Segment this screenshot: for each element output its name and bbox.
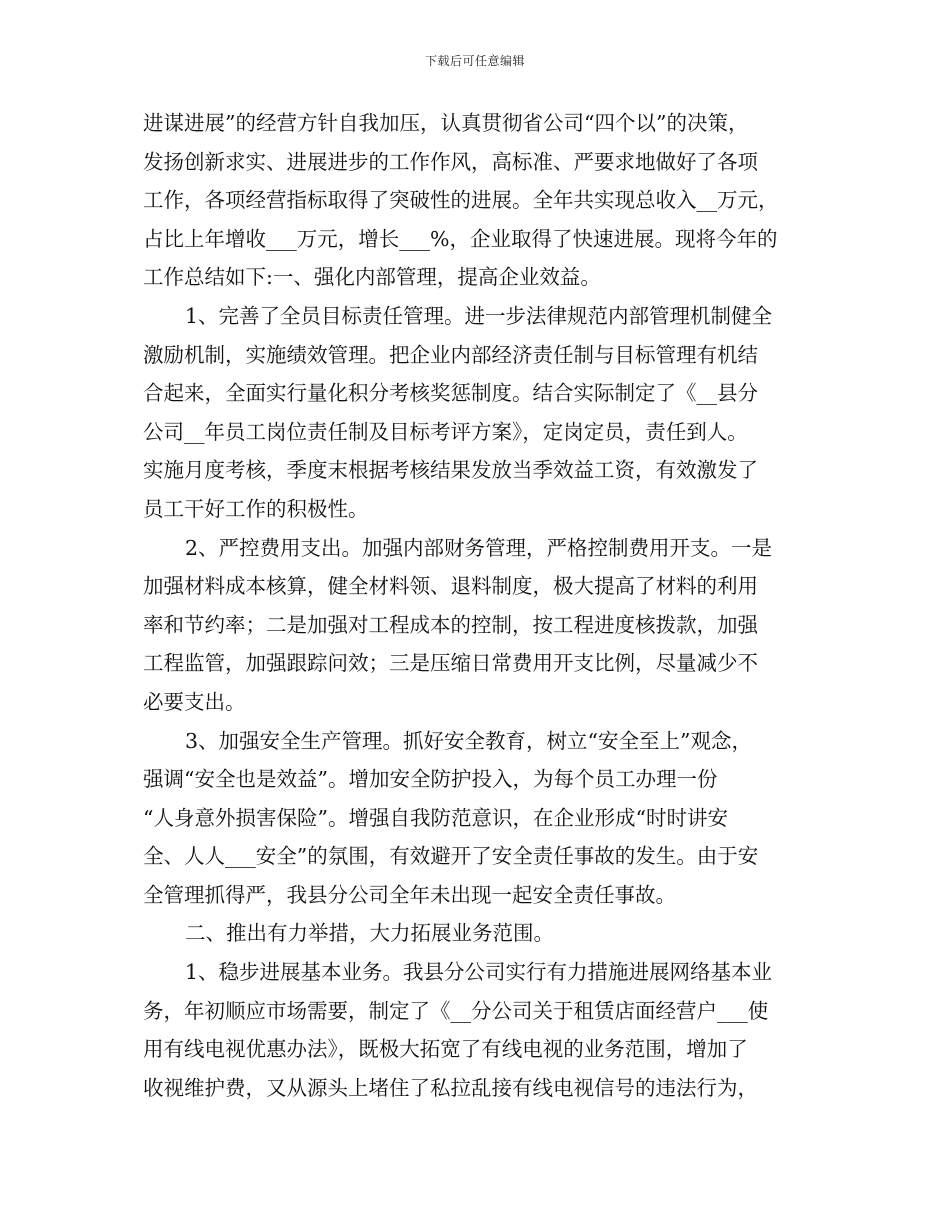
text-line: 工程监管，加强跟踪问效；三是压缩日常费用开支比例，尽量减少不: [143, 651, 758, 676]
text-line: 率和节约率；二是加强对工程成本的控制，按工程进度核拨款，加强: [143, 612, 758, 637]
paragraph-start-line: 1、稳步进展基本业务。我县分公司实行有力措施进展网络基本业: [185, 960, 773, 985]
paragraph-start-line: 3、加强安全生产管理。抓好安全教育，树立“安全至上”观念，: [185, 728, 753, 753]
text-line: 全、人人___安全”的氛围，有效避开了安全责任事故的发生。由于安: [143, 844, 759, 869]
text-line: 全管理抓得严，我县分公司全年未出现一起安全责任事故。: [143, 882, 676, 907]
text-line: 用有线电视优惠办法》，既极大拓宽了有线电视的业务范围，增加了: [143, 1037, 748, 1062]
text-line: 员工干好工作的积极性。: [143, 496, 369, 521]
text-line: “人身意外损害保险”。增强自我防范意识，在企业形成“时时讲安: [143, 805, 728, 830]
section-heading: 二、推出有力举措，大力拓展业务范围。: [185, 921, 554, 946]
text-line: 强调“安全也是效益”。增加安全防护投入，为每个员工办理一份: [143, 767, 718, 792]
text-line: 必要支出。: [143, 689, 246, 714]
paragraph-start-line: 1、完善了全员目标责任管理。进一步法律规范内部管理机制健全: [185, 303, 773, 328]
text-line: 工作，各项经营指标取得了突破性的进展。全年共实现总收入__万元，: [143, 188, 779, 213]
document-body: [143, 104, 807, 1107]
text-line: 公司__年员工岗位责任制及目标考评方案》，定岗定员，责任到人。: [143, 419, 748, 444]
text-line: 务，年初顺应市场需要，制定了《__分公司关于租赁店面经营户___使: [143, 998, 769, 1023]
text-line: 收视维护费，又从源头上堵住了私拉乱接有线电视信号的违法行为，: [143, 1075, 758, 1100]
text-line: 工作总结如下:一、强化内部管理，提高企业效益。: [143, 265, 601, 290]
text-line: 合起来，全面实行量化积分考核奖惩制度。结合实际制定了《__县分: [143, 381, 758, 406]
text-line: 占比上年增收___万元，增长___%，企业取得了快速进展。现将今年的: [143, 226, 778, 251]
text-line: 进谋进展”的经营方针自我加压，认真贯彻省公司“四个以”的决策，: [143, 111, 749, 135]
text-line: 激励机制，实施绩效管理。把企业内部经济责任制与目标管理有机结: [143, 342, 758, 367]
text-line: 加强材料成本核算，健全材料领、退料制度，极大提高了材料的利用: [143, 574, 758, 599]
text-line: 发扬创新求实、进展进步的工作作风，高标准、严要求地做好了各项: [143, 149, 758, 174]
page-header: 下载后可任意编辑: [424, 54, 525, 68]
paragraph-start-line: 2、严控费用支出。加强内部财务管理，严格控制费用开支。一是: [185, 535, 773, 560]
text-line: 实施月度考核，季度末根据考核结果发放当季效益工资，有效激发了: [143, 458, 758, 483]
